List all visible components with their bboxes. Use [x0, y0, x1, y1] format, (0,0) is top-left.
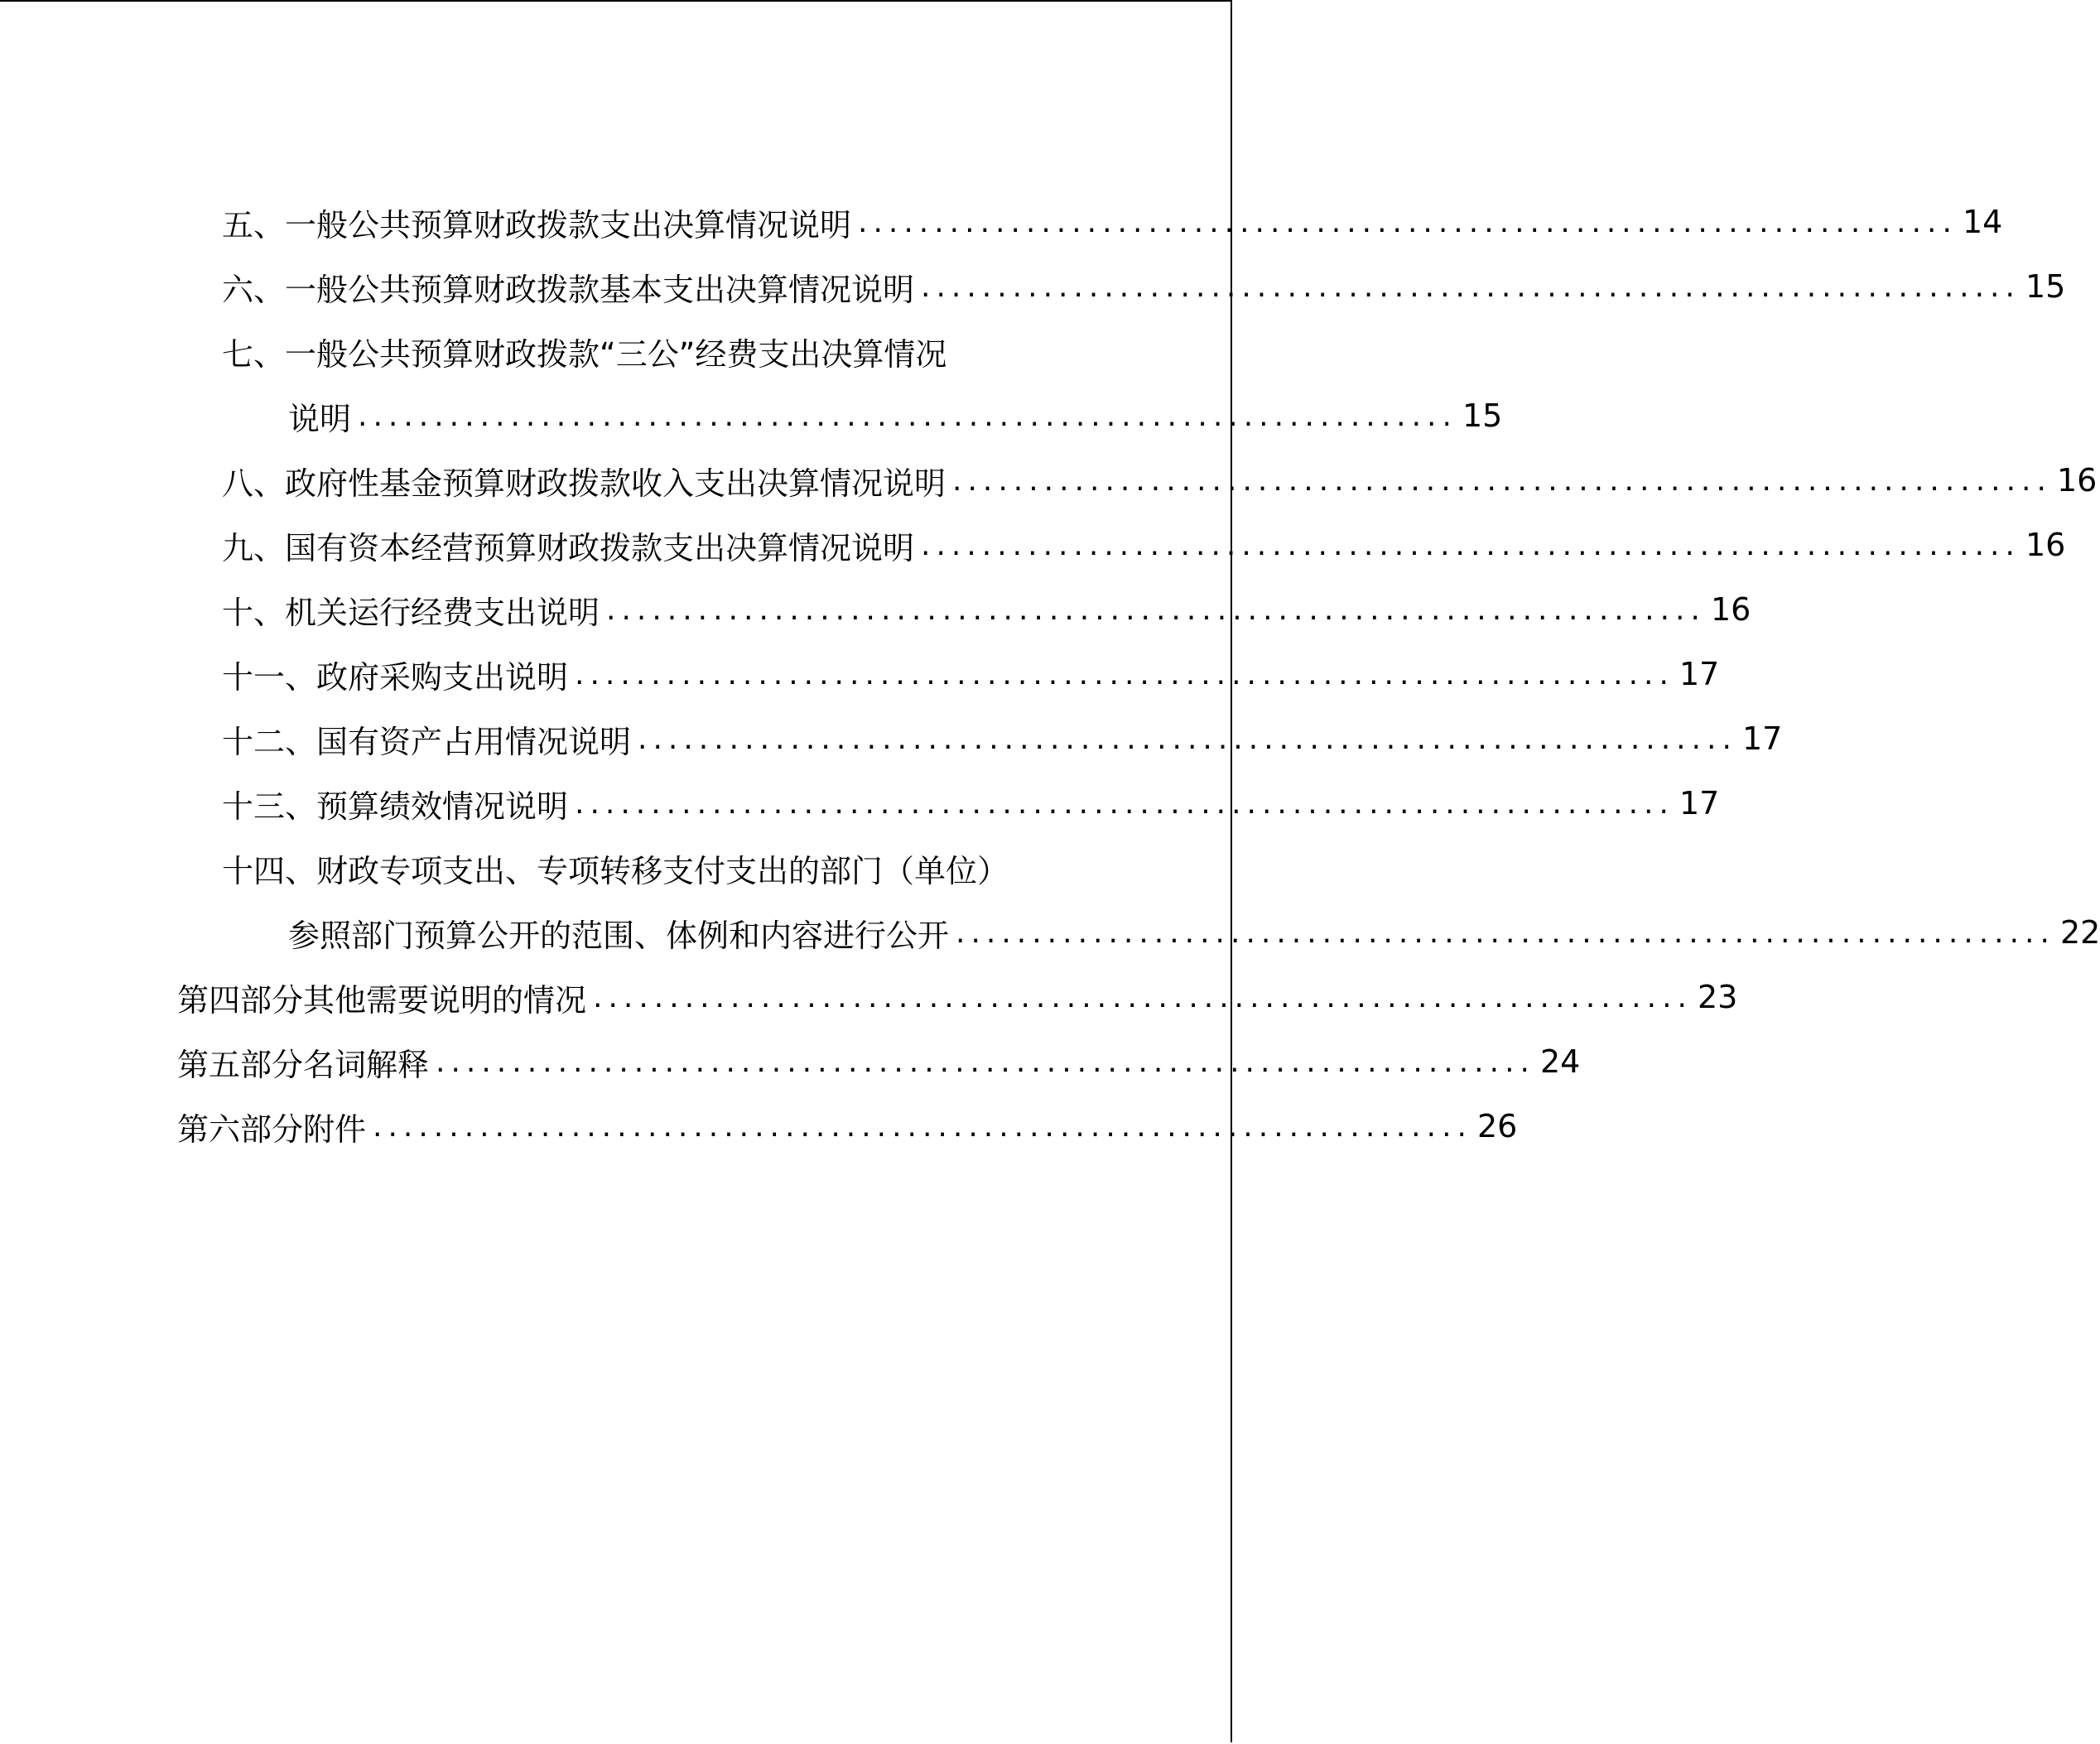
toc-entry-title: 附件 [303, 1110, 367, 1148]
toc-part-entry[interactable] [177, 1037, 1581, 1086]
toc-entry-title: 十四、财政专项支出、专项转移支付支出的部门（单位） [222, 852, 1009, 889]
toc-entry-page: 17 [1679, 656, 1720, 692]
dot-leader: ........................................................................ [358, 398, 1457, 433]
toc-entry-continued[interactable] [288, 908, 2100, 957]
toc-entry-title: 八、政府性基金预算财政拨款收入支出决算情况说明 [222, 465, 946, 502]
toc-part-label: 第四部分 [177, 981, 304, 1019]
toc-part-entry[interactable] [177, 1101, 1518, 1151]
toc-entry-title: 十三、预算绩效情况说明 [222, 788, 569, 825]
toc-entry-title: 名词解释 [303, 1046, 430, 1083]
dot-leader: ........................................................................ [638, 721, 1737, 756]
table-of-contents [0, 2, 2100, 1744]
toc-part-entry[interactable] [177, 972, 1738, 1022]
dot-leader: ........................................................................ [593, 980, 1693, 1014]
toc-entry-continued[interactable] [288, 391, 1503, 441]
toc-entry-page: 17 [1741, 720, 1783, 757]
toc-entry-title: 十二、国有资产占用情况说明 [222, 723, 632, 760]
dot-leader: ........................................................................ [956, 915, 2055, 950]
toc-entry[interactable] [222, 520, 2066, 570]
toc-entry-page: 16 [2056, 462, 2098, 499]
toc-entry-title: 十、机关运行经费支出说明 [222, 594, 600, 631]
toc-entry-title: 六、一般公共预算财政拨款基本支出决算情况说明 [222, 271, 915, 308]
toc-entry-page: 23 [1697, 979, 1738, 1015]
toc-entry[interactable] [222, 262, 2066, 311]
toc-entry-page: 14 [1962, 204, 2003, 240]
toc-entry[interactable] [222, 455, 2098, 505]
toc-entry-page: 16 [1710, 591, 1751, 628]
toc-entry-page: 15 [1462, 397, 1503, 434]
toc-entry-page: 26 [1476, 1108, 1518, 1144]
toc-entry[interactable] [222, 714, 1783, 764]
toc-entry[interactable] [222, 585, 1751, 634]
toc-part-label: 第五部分 [177, 1046, 304, 1083]
dot-leader: ........................................................................ [952, 463, 2052, 498]
dot-leader: ........................................................................ [921, 528, 2021, 562]
toc-entry[interactable] [222, 778, 1720, 828]
dot-leader: ........................................................................ [373, 1109, 1472, 1144]
toc-entry[interactable] [222, 197, 2003, 247]
toc-entry[interactable] [222, 843, 1060, 893]
toc-entry-page: 24 [1539, 1043, 1581, 1080]
toc-entry-page: 16 [2025, 527, 2066, 563]
dot-leader: ........................................................................ [575, 657, 1674, 691]
toc-entry-title: 说明 [288, 400, 352, 437]
toc-entry-title: 五、一般公共预算财政拨款支出决算情况说明 [222, 206, 852, 243]
toc-entry-title: 参照部门预算公开的范围、体例和内容进行公开 [288, 917, 950, 954]
toc-entry-title: 十一、政府采购支出说明 [222, 658, 569, 696]
dot-leader: ........................................................................ [436, 1044, 1535, 1079]
toc-entry-page: 22 [2059, 914, 2100, 951]
toc-entry[interactable] [222, 649, 1720, 699]
toc-entry-title: 其他需要说明的情况 [303, 981, 587, 1019]
toc-entry-page: 17 [1679, 785, 1720, 821]
dot-leader: ........................................................................ [606, 592, 1706, 627]
toc-entry-title: 七、一般公共预算财政拨款“三公”经费支出决算情况 [222, 335, 947, 373]
dot-leader: ........................................................................ [575, 786, 1674, 821]
toc-part-label: 第六部分 [177, 1110, 304, 1148]
toc-entry-page: 15 [2025, 268, 2066, 305]
toc-entry-title: 九、国有资本经营预算财政拨款支出决算情况说明 [222, 529, 915, 566]
toc-entry[interactable] [222, 326, 1060, 376]
dot-leader: ........................................................................ [858, 205, 1958, 239]
dot-leader: ........................................................................ [921, 269, 2021, 304]
